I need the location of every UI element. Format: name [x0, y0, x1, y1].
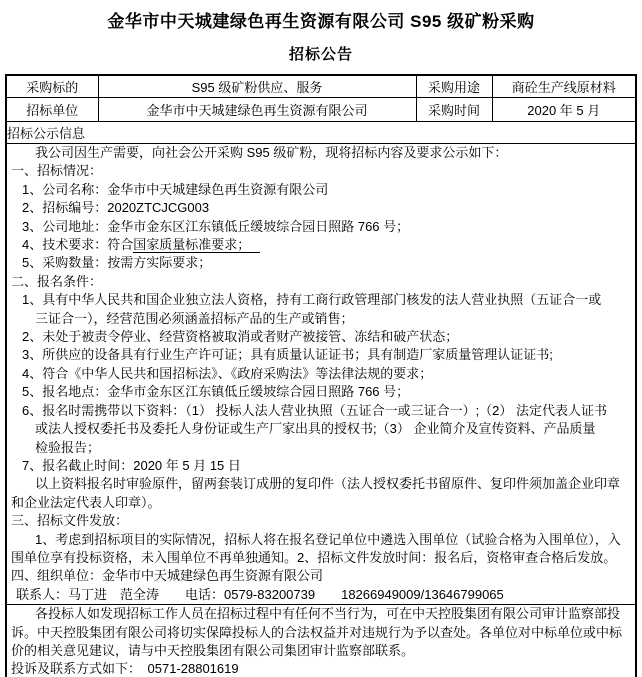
complaint-section [6, 605, 636, 677]
bid-unit-label: 招标单位 [6, 98, 98, 122]
body-line: 5、报名地点：金华市金东区江东镇低丘缓坡综合园日照路 766 号； [22, 384, 410, 400]
body-line: 或法人授权委托书及委托人身份证或生产厂家出具的授权书;（3） 企业简介及宣传资料、产品质量 [35, 421, 596, 437]
section-heading: 一、招标情况： [11, 163, 103, 179]
table-row [6, 144, 636, 605]
body-line: 1、考虑到招标项目的实际情况，招标人将在报名登记单位中遴选入围单位（试验合格为入围单位），入 [35, 531, 621, 547]
contact-line: 联系人：马丁进 范全涛 电话：0579-83200739 18266949009/13646799065 [16, 586, 504, 602]
notice-body [6, 144, 636, 605]
body-line-text: 4、技术要求：符合 [22, 237, 134, 253]
complaint-phone-line: 投诉及联系方式如下： 0571-28801619 [11, 661, 239, 677]
body-line: 三证合一），经营范围必须涵盖招标产品的生产或销售； [35, 310, 354, 326]
body-line: 我公司因生产需要，向社会公开采购 S95 级矿粉，现将招标内容及要求公示如下： [35, 145, 508, 160]
body-line: 检验报告； [35, 439, 101, 455]
page-subtitle: 招标公告 [288, 46, 353, 63]
body-line: 7、报名截止时间：2020 年 5 月 15 日 [22, 457, 241, 473]
body-line: 3、所供应的设备具有行业生产许可证；具有质量认证证书；具有制造厂家质量管理认证证书; [22, 347, 553, 363]
body-line: 围单位享有投标资格，未入围单位不再单独通知。2、招标文件发放时间：报名后，资格审查合格后发放。 [11, 549, 617, 565]
body-line: 2、未处于被责令停业、经营资格被取消或者财产被接管、冻结和破产状态； [22, 329, 459, 345]
body-line: 3、公司地址：金华市金东区江东镇低丘缓坡综合园日照路 766 号； [22, 218, 410, 234]
section-heading: 四、组织单位：金华市中天城建绿色再生资源有限公司 [11, 568, 324, 584]
purchase-time-value: 2020 年 5 月 [492, 98, 636, 122]
purchase-target-label: 采购标的 [6, 75, 98, 98]
underlined-text: 国家质量标准要求； [133, 237, 260, 253]
body-line [7, 236, 635, 254]
body-line: 6、报名时需携带以下资料：（1） 投标人法人营业执照（五证合一或三证合一）;（2） 法定代表人证书 [22, 402, 608, 418]
purchase-target-value: S95 级矿粉供应、服务 [98, 75, 416, 98]
footer-line: 诉。中天控股集团有限公司将切实保障投标人的合法权益并对违规行为予以查处。各单位对中标单位或中标 [11, 624, 623, 640]
footer-line: 各投标人如发现招标工作人员在招标过程中有任何不当行为，可在中天控股集团有限公司审计监察部投 [35, 606, 621, 622]
table-row [6, 75, 636, 98]
table-row [6, 605, 636, 677]
table-row [6, 98, 636, 122]
purchase-use-value: 商砼生产线原材料 [492, 75, 636, 98]
purchase-use-label: 采购用途 [416, 75, 492, 98]
body-line: 4、符合《中华人民共和国招标法》、《政府采购法》等法律法规的要求； [22, 365, 433, 381]
announcement-table [5, 74, 637, 677]
table-row [6, 122, 636, 144]
notice-info-header: 招标公示信息 [6, 122, 636, 144]
body-line: 1、公司名称：金华市中天城建绿色再生资源有限公司 [22, 181, 329, 197]
body-line: 和企业法定代表人印章）。 [11, 494, 161, 510]
body-line: 2、招标编号：2020ZTCJCG003 [22, 200, 210, 216]
footer-line: 价的相关意见建议，请与中天控股集团有限公司集团审计监察部联系。 [11, 642, 415, 658]
page-title: 金华市中天城建绿色再生资源有限公司 S95 级矿粉采购 [107, 12, 535, 31]
section-heading: 二、报名条件： [11, 273, 103, 289]
body-line: 以上资料报名时审验原件，留两套装订成册的复印件（法人授权委托书留原件、复印件须加盖企业印章 [35, 476, 621, 492]
section-heading: 三、招标文件发放： [11, 513, 129, 529]
body-line: 1、具有中华人民共和国企业独立法人资格，持有工商行政管理部门核发的法人营业执照（五证合一或 [22, 292, 602, 308]
body-line: 5、采购数量：按需方实际要求； [22, 255, 212, 271]
purchase-time-label: 采购时间 [416, 98, 492, 122]
bid-unit-value: 金华市中天城建绿色再生资源有限公司 [98, 98, 416, 122]
